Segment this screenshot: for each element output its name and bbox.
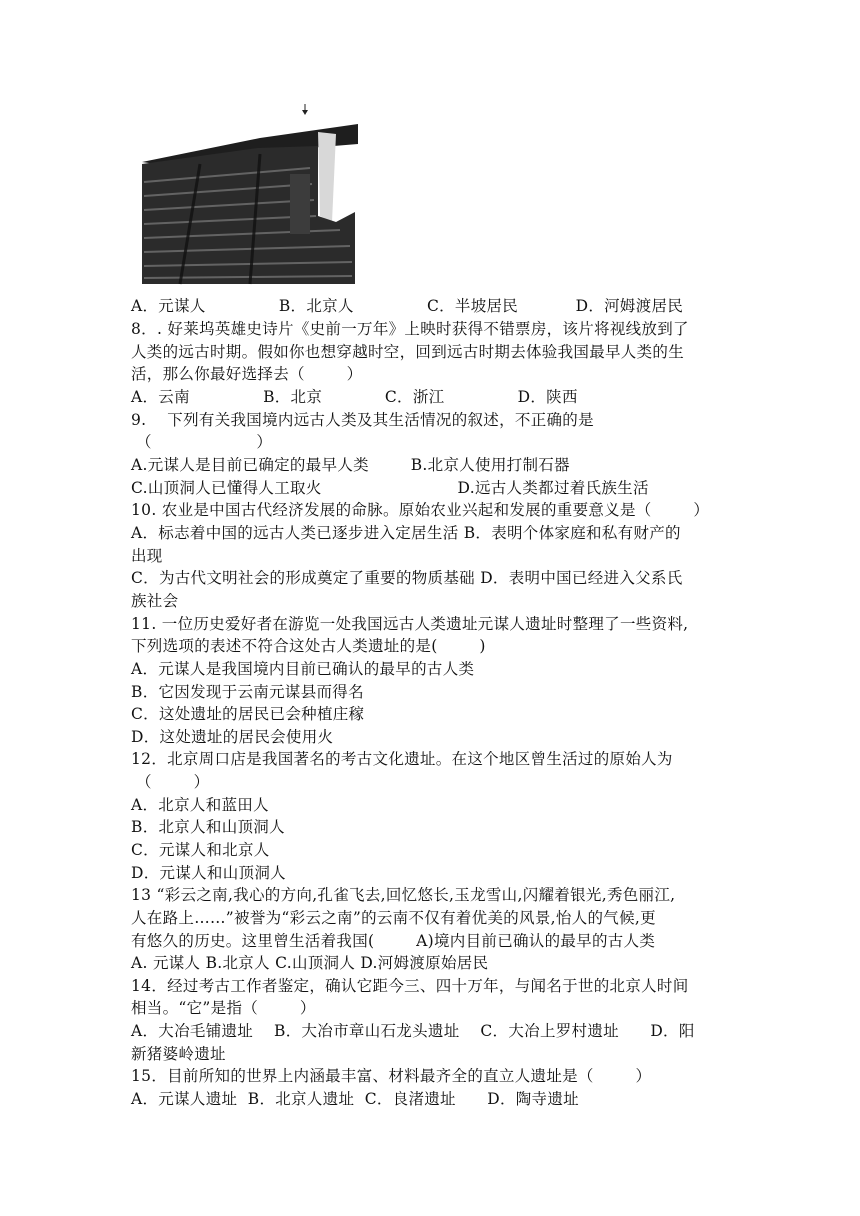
- q11-option-a: A．元谋人是我国境内目前已确认的最早的古人类: [131, 660, 475, 678]
- q8-options: A．云南 B．北京 C．浙江 D．陕西: [131, 388, 578, 406]
- q11-line-1: 11. 一位历史爱好者在游览一处我国远古人类遗址元谋人遗址时整理了一些资料,: [131, 615, 689, 633]
- q8-line-3: 活，那么你最好选择去（ ）: [131, 365, 363, 383]
- archaeological-site-photo: [140, 104, 362, 286]
- q9-options-1: A.元谋人是目前已确定的最早人类 B.北京人使用打制石器: [131, 456, 570, 474]
- q13-line-3: 有悠久的历史。这里曾生活着我国( A)境内目前已确认的最早的古人类: [131, 932, 656, 950]
- q8-line-1: 8．. 好莱坞英雄史诗片《史前一万年》上映时获得不错票房，该片将视线放到了: [131, 320, 689, 338]
- q15-line-1: 15．目前所知的世界上内涵最丰富、材料最齐全的直立人遗址是（ ）: [131, 1067, 652, 1085]
- q9-options-2: C.山顶洞人已懂得人工取火 D.远古人类都过着氏族生活: [131, 479, 649, 497]
- q10-line-1: 10. 农业是中国古代经济发展的命脉。原始农业兴起和发展的重要意义是（ ）: [131, 501, 710, 519]
- q12-option-c: C．元谋人和北京人: [131, 841, 270, 859]
- q9-line-1: 9. 下列有关我国境内远古人类及其生活情况的叙述，不正确的是: [131, 411, 594, 429]
- q13-line-2: 人在路上……”被誉为“彩云之南”的云南不仅有着优美的风景,怡人的气候,更: [131, 909, 656, 927]
- q14-line-2: 相当。“它”是指（ ）: [131, 999, 316, 1017]
- q10-line-4: C．为古代文明社会的形成奠定了重要的物质基础 D．表明中国已经进入父系氏: [131, 569, 683, 587]
- q12-option-d: D．元谋人和山顶洞人: [131, 864, 286, 882]
- q10-line-3: 出现: [131, 547, 163, 565]
- q8-line-2: 人类的远古时期。假如你也想穿越时空，回到远古时期去体验我国最早人类的生: [131, 343, 685, 361]
- q12-option-b: B．北京人和山顶洞人: [131, 818, 285, 836]
- q11-option-b: B．它因发现于云南元谋县而得名: [131, 683, 364, 701]
- q12-option-a: A．北京人和蓝田人: [131, 796, 269, 814]
- q10-line-5: 族社会: [131, 592, 179, 610]
- q14-options-1: A．大冶毛铺遗址 B．大冶市章山石龙头遗址 C．大冶上罗村遗址 D．阳: [131, 1022, 695, 1040]
- q12-line-1: 12．北京周口店是我国著名的考古文化遗址。在这个地区曾生活过的原始人为: [131, 750, 673, 768]
- q11-line-2: 下列选项的表述不符合这处古人类遗址的是( ): [131, 637, 486, 655]
- q15-options: A．元谋人遗址 B．北京人遗址 C．良渚遗址 D．陶寺遗址: [131, 1090, 579, 1108]
- q13-options: A. 元谋人 B.北京人 C.山顶洞人 D.河姆渡原始居民: [131, 954, 489, 972]
- q13-line-1: 13 “彩云之南,我心的方向,孔雀飞去,回忆悠长,玉龙雪山,闪耀着银光,秀色丽江,: [131, 886, 676, 904]
- q11-option-d: D．这处遗址的居民会使用火: [131, 728, 334, 746]
- q12-line-2: （ ）: [136, 773, 210, 791]
- q10-line-2: A．标志着中国的远古人类已逐步进入定居生活 B．表明个体家庭和私有财产的: [131, 524, 681, 542]
- q11-option-c: C．这处遗址的居民已会种植庄稼: [131, 705, 365, 723]
- q9-line-2: （ ）: [136, 433, 273, 451]
- q14-line-1: 14．经过考古工作者鉴定，确认它距今三、四十万年，与闻名于世的北京人时间: [131, 977, 689, 995]
- q7-options: A．元谋人 B．北京人 C．半坡居民 D．河姆渡居民: [131, 297, 684, 315]
- q14-options-2: 新猪婆岭遗址: [131, 1045, 226, 1063]
